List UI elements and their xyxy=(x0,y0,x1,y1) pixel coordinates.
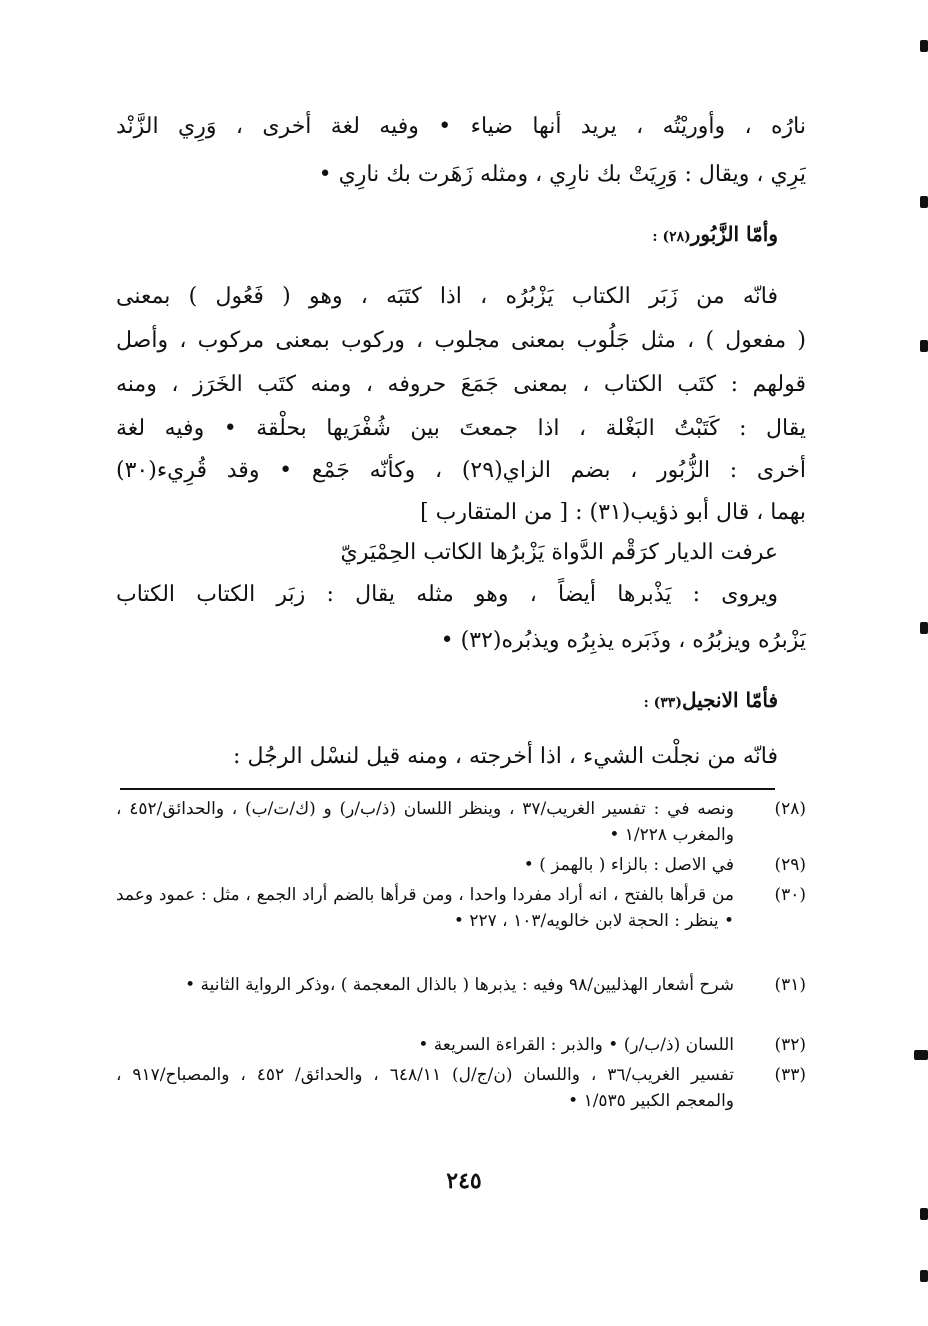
scan-mark xyxy=(920,1208,928,1220)
footnote xyxy=(116,1032,806,1058)
text-line: يَزْبرُه ويزبُرُه ، وذَبَره يذبِرُه ويذبُره(٣٢) • xyxy=(440,628,806,653)
footnote-number: (٣٠) xyxy=(774,885,806,905)
footnote-text: من قرأها بالفتح ، انه أراد مفردا واحدا ، ومن قرأها بالضم أراد الجمع ، مثل : عمود وعمد • ينظر : الحجة لابن خالويه/١٠٣ ، ٢٢٧ • xyxy=(116,885,734,931)
text-line: بهما ، قال أبو ذؤيب(٣١) : [ من المتقارب ] xyxy=(420,500,806,525)
scan-mark xyxy=(920,40,928,52)
footnote-number: (٢٩) xyxy=(774,855,806,875)
footnote xyxy=(116,852,806,878)
footnote-separator xyxy=(120,788,775,790)
section-heading xyxy=(644,688,778,712)
footnote xyxy=(116,796,806,848)
text-line: نارُه ، وأوريْتُه ، يريد أنها ضياء • وفيه لغة أخرى ، وَرِي الزَّنْد xyxy=(116,114,806,139)
scan-mark xyxy=(920,622,928,634)
heading-text: فأمّا الانجيل xyxy=(681,688,778,712)
text-line: ( مفعول ) ، مثل جَلُوب بمعنى مجلوب ، وركوب بمعنى مركوب ، وأصل xyxy=(116,328,806,353)
scan-mark xyxy=(914,1050,928,1060)
footnote xyxy=(116,1062,806,1114)
text-line: ويروى : يَذْبرها أيضاً ، وهو مثله يقال : زبَر الكتاب الكتاب xyxy=(116,582,778,607)
footnote xyxy=(116,972,806,998)
text-line: يَرِي ، ويقال : وَرِيَتْ بك نارِي ، ومثله زَهَرت بك نارِي • xyxy=(318,162,806,187)
scan-mark xyxy=(920,196,928,208)
heading-ref: (٣٣) : xyxy=(643,695,682,711)
scan-mark xyxy=(920,340,928,352)
verse-line: عرفت الديار كرَقْم الدَّواة يَزْبرُها الكاتب الحِمْيَريّ xyxy=(340,540,778,565)
footnote-text: ونصه في : تفسير الغريب/٣٧ ، وينظر اللسان (ذ/ب/ر) و (ك/ت/ب) ، والحدائق/٤٥٢ ، والمغرب ١/٢٢٨ • xyxy=(116,799,734,845)
footnote-number: (٣٢) xyxy=(774,1035,806,1055)
page-number: ٢٤٥ xyxy=(446,1168,482,1194)
footnote-number: (٣٣) xyxy=(774,1065,806,1085)
footnote-number: (٢٨) xyxy=(774,799,806,819)
footnote-text: في الاصل : بالزاء ( بالهمز ) • xyxy=(523,855,734,875)
heading-ref: (٢٨) : xyxy=(652,229,691,245)
text-line: فانّه من زَبَر الكتاب يَزْبُرُه ، اذا كتَبَه ، وهو ( فَعُول ) بمعنى xyxy=(116,284,778,309)
footnote xyxy=(116,882,806,934)
text-line: قولهم : كتَب الكتاب ، بمعنى جَمَعَ حروفه ، ومنه كتَب الخَرَز ، ومنه xyxy=(116,372,806,397)
text-line: يقال : كَتَبْتُ البَغْلة ، اذا جمعتَ بين شُفْرَيها بحلْقة • وفيه لغة xyxy=(116,416,806,441)
scan-mark xyxy=(920,1270,928,1282)
footnote-text: اللسان (ذ/ب/ر) • والذبر : القراءة السريعة • xyxy=(418,1035,734,1055)
section-heading xyxy=(652,222,778,246)
text-line: فانّه من نجلْت الشيء ، اذا أخرجته ، ومنه قيل لنسْل الرجُل : xyxy=(233,744,778,769)
footnote-text: تفسير الغريب/٣٦ ، واللسان (ن/ج/ل) ٦٤٨/١١ ، والحدائق/ ٤٥٢ ، والمصباح/٩١٧ ، والمعجم الكبير ١/٥٣٥ • xyxy=(116,1065,735,1111)
footnote-text: شرح أشعار الهذليين/٩٨ وفيه : يذبرها ( بالذال المعجمة ) ،وذكر الرواية الثانية • xyxy=(185,975,734,995)
text-line: أخرى : الزُّبُور ، بضم الزاي(٢٩) ، وكأنّه جَمْع • وقد قُرِيء(٣٠) xyxy=(116,458,806,483)
footnote-number: (٣١) xyxy=(774,975,806,995)
heading-text: وأمّا الزَّبُور xyxy=(690,222,778,246)
